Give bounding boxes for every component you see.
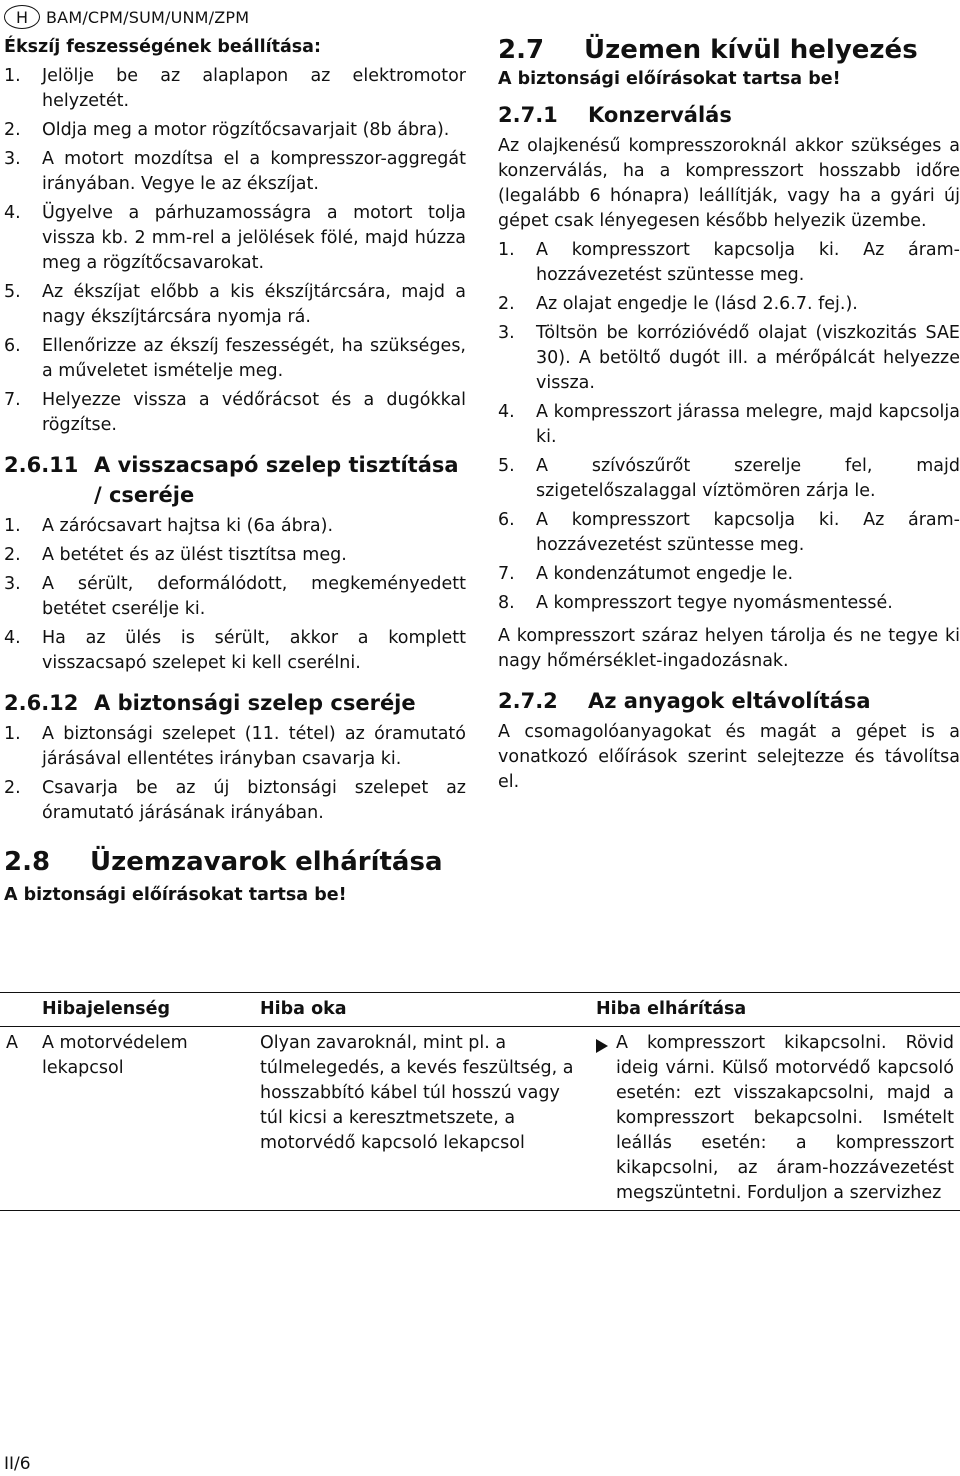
remedy-text: A kompresszort kikapcsolni. Rövid ideig várni. Külső motorvédő kapcsoló esetén: ezt visszakapcsolni, majd a kompresszort bekapcsolni. Ismételt leállás esetén: a kompresszort kikapcsolni, az áram-hozzávezetést megszüntetni. Forduljon a szervizhez: [616, 1033, 954, 1203]
section-heading-decommissioning: 2.7 Üzemen kívül helyezés: [498, 35, 918, 65]
header-cause: Hiba oka: [260, 999, 347, 1019]
table-row: [0, 1027, 960, 1211]
row-id: A: [6, 1033, 18, 1053]
header-symptom: Hibajelenség: [42, 999, 170, 1019]
check-valve-steps-list: [4, 514, 466, 676]
arrow-right-icon: [596, 1031, 616, 1206]
list-item: 1. A biztonsági szelepet (11. tétel) az óramutató járásával ellentétes irányban csavarja ki.: [4, 724, 466, 769]
list-item: 2. Csavarja be az új biztonsági szelepet az óramutató járásának irányában.: [4, 778, 466, 823]
section-title-belt-tension: Ékszíj feszességének beállítása:: [4, 37, 321, 57]
belt-steps-list: [4, 64, 466, 438]
list-item: 4. Ügyelve a párhuzamosságra a motort tolja vissza kb. 2 mm-rel a jelölések fölé, majd húzza meg a rögzítőcsavarokat.: [4, 203, 466, 273]
right-column: [498, 34, 960, 795]
section-heading-safety-valve: 2.6.12 A biztonsági szelep cseréje: [4, 691, 416, 715]
preservation-intro: Az olajkenésű kompresszoroknál akkor szükséges a konzerválás, ha a kompresszort hosszabb időre (legalább 6 hónapra) leállítják, vagy ha a gyári új gépet csak lényegesen később helyezik üzembe.: [498, 136, 960, 231]
preservation-steps-list: [498, 238, 960, 616]
list-item: 1. A kompresszort kapcsolja ki. Az áram-hozzávezetést szüntesse meg.: [498, 240, 960, 285]
header-id: [0, 993, 36, 1027]
list-item: 3. A motort mozdítsa el a kompresszor-aggregát irányában. Vegye le az ékszíjat.: [4, 149, 466, 194]
list-item: 6. Ellenőrizze az ékszíj feszességét, ha szükséges, a műveletet ismételje meg.: [4, 336, 466, 381]
safety-note: A biztonsági előírásokat tartsa be!: [498, 69, 841, 89]
storage-note: A kompresszort száraz helyen tárolja és ne tegye ki nagy hőmérséklet-ingadozásnak.: [498, 626, 960, 671]
list-item: 2. Az olajat engedje le (lásd 2.6.7. fej.).: [498, 294, 858, 314]
section-heading-check-valve: 2.6.11 A visszacsapó szelep tisztítása / cseréje: [4, 453, 459, 507]
language-badge: H: [4, 5, 40, 29]
table-header-row: [0, 993, 960, 1027]
model-codes: BAM/CPM/SUM/UNM/ZPM: [46, 7, 250, 27]
list-item: 8. A kompresszort tegye nyomásmentessé.: [498, 593, 893, 613]
section-heading-disposal: 2.7.2 Az anyagok eltávolítása: [498, 689, 871, 713]
cause-cell: Olyan zavaroknál, mint pl. a túlmelegedés, a kevés feszültség, a hosszabbító kábel túl hosszú vagy túl kicsi a keresztmetszete, a motorvédő kapcsoló lekapcsol: [260, 1033, 574, 1153]
list-item: 2. Oldja meg a motor rögzítőcsavarjait (8b ábra).: [4, 120, 450, 140]
list-item: 5. A szívószűrőt szerelje fel, majd szigetelőszalaggal víztömören zárja le.: [498, 456, 960, 501]
list-item: 7. Helyezze vissza a védőrácsot és a dugókkal rögzítse.: [4, 390, 466, 435]
list-item: 1. Jelölje be az alaplapon az elektromotor helyzetét.: [4, 66, 466, 111]
section-heading-troubleshooting: 2.8 Üzemzavarok elhárítása: [4, 847, 443, 877]
troubleshooting-table: [0, 992, 960, 1211]
disposal-text: A csomagolóanyagokat és magát a gépet is a vonatkozó előírások szerint selejtezze és távolítsa el.: [498, 722, 960, 792]
left-column: [4, 34, 466, 908]
page-header: [4, 4, 249, 30]
list-item: 6. A kompresszort kapcsolja ki. Az áram-hozzávezetést szüntesse meg.: [498, 510, 960, 555]
remedy-cell: [590, 1027, 960, 1211]
list-item: 2. A betétet és az ülést tisztítsa meg.: [4, 545, 347, 565]
header-remedy: Hiba elhárítása: [596, 999, 747, 1019]
symptom-cell: A motorvédelem lekapcsol: [42, 1033, 188, 1078]
list-item: 3. Töltsön be korrózióvédő olajat (viszkozitás SAE 30). A betöltő dugót ill. a mérőpálcát helyezze vissza.: [498, 323, 960, 393]
list-item: 1. A zárócsavart hajtsa ki (6a ábra).: [4, 516, 334, 536]
safety-note: A biztonsági előírásokat tartsa be!: [4, 885, 347, 905]
list-item: 5. Az ékszíjat előbb a kis ékszíjtárcsára, majd a nagy ékszíjtárcsára nyomja rá.: [4, 282, 466, 327]
section-heading-preservation: 2.7.1 Konzerválás: [498, 103, 732, 127]
page-number: II/6: [4, 1454, 31, 1474]
safety-valve-steps-list: [4, 722, 466, 826]
list-item: 3. A sérült, deformálódott, megkeményedett betétet cserélje ki.: [4, 574, 466, 619]
list-item: 4. Ha az ülés is sérült, akkor a komplett visszacsapó szelepet ki kell cserélni.: [4, 628, 466, 673]
list-item: 4. A kompresszort járassa melegre, majd kapcsolja ki.: [498, 402, 960, 447]
list-item: 7. A kondenzátumot engedje le.: [498, 564, 794, 584]
